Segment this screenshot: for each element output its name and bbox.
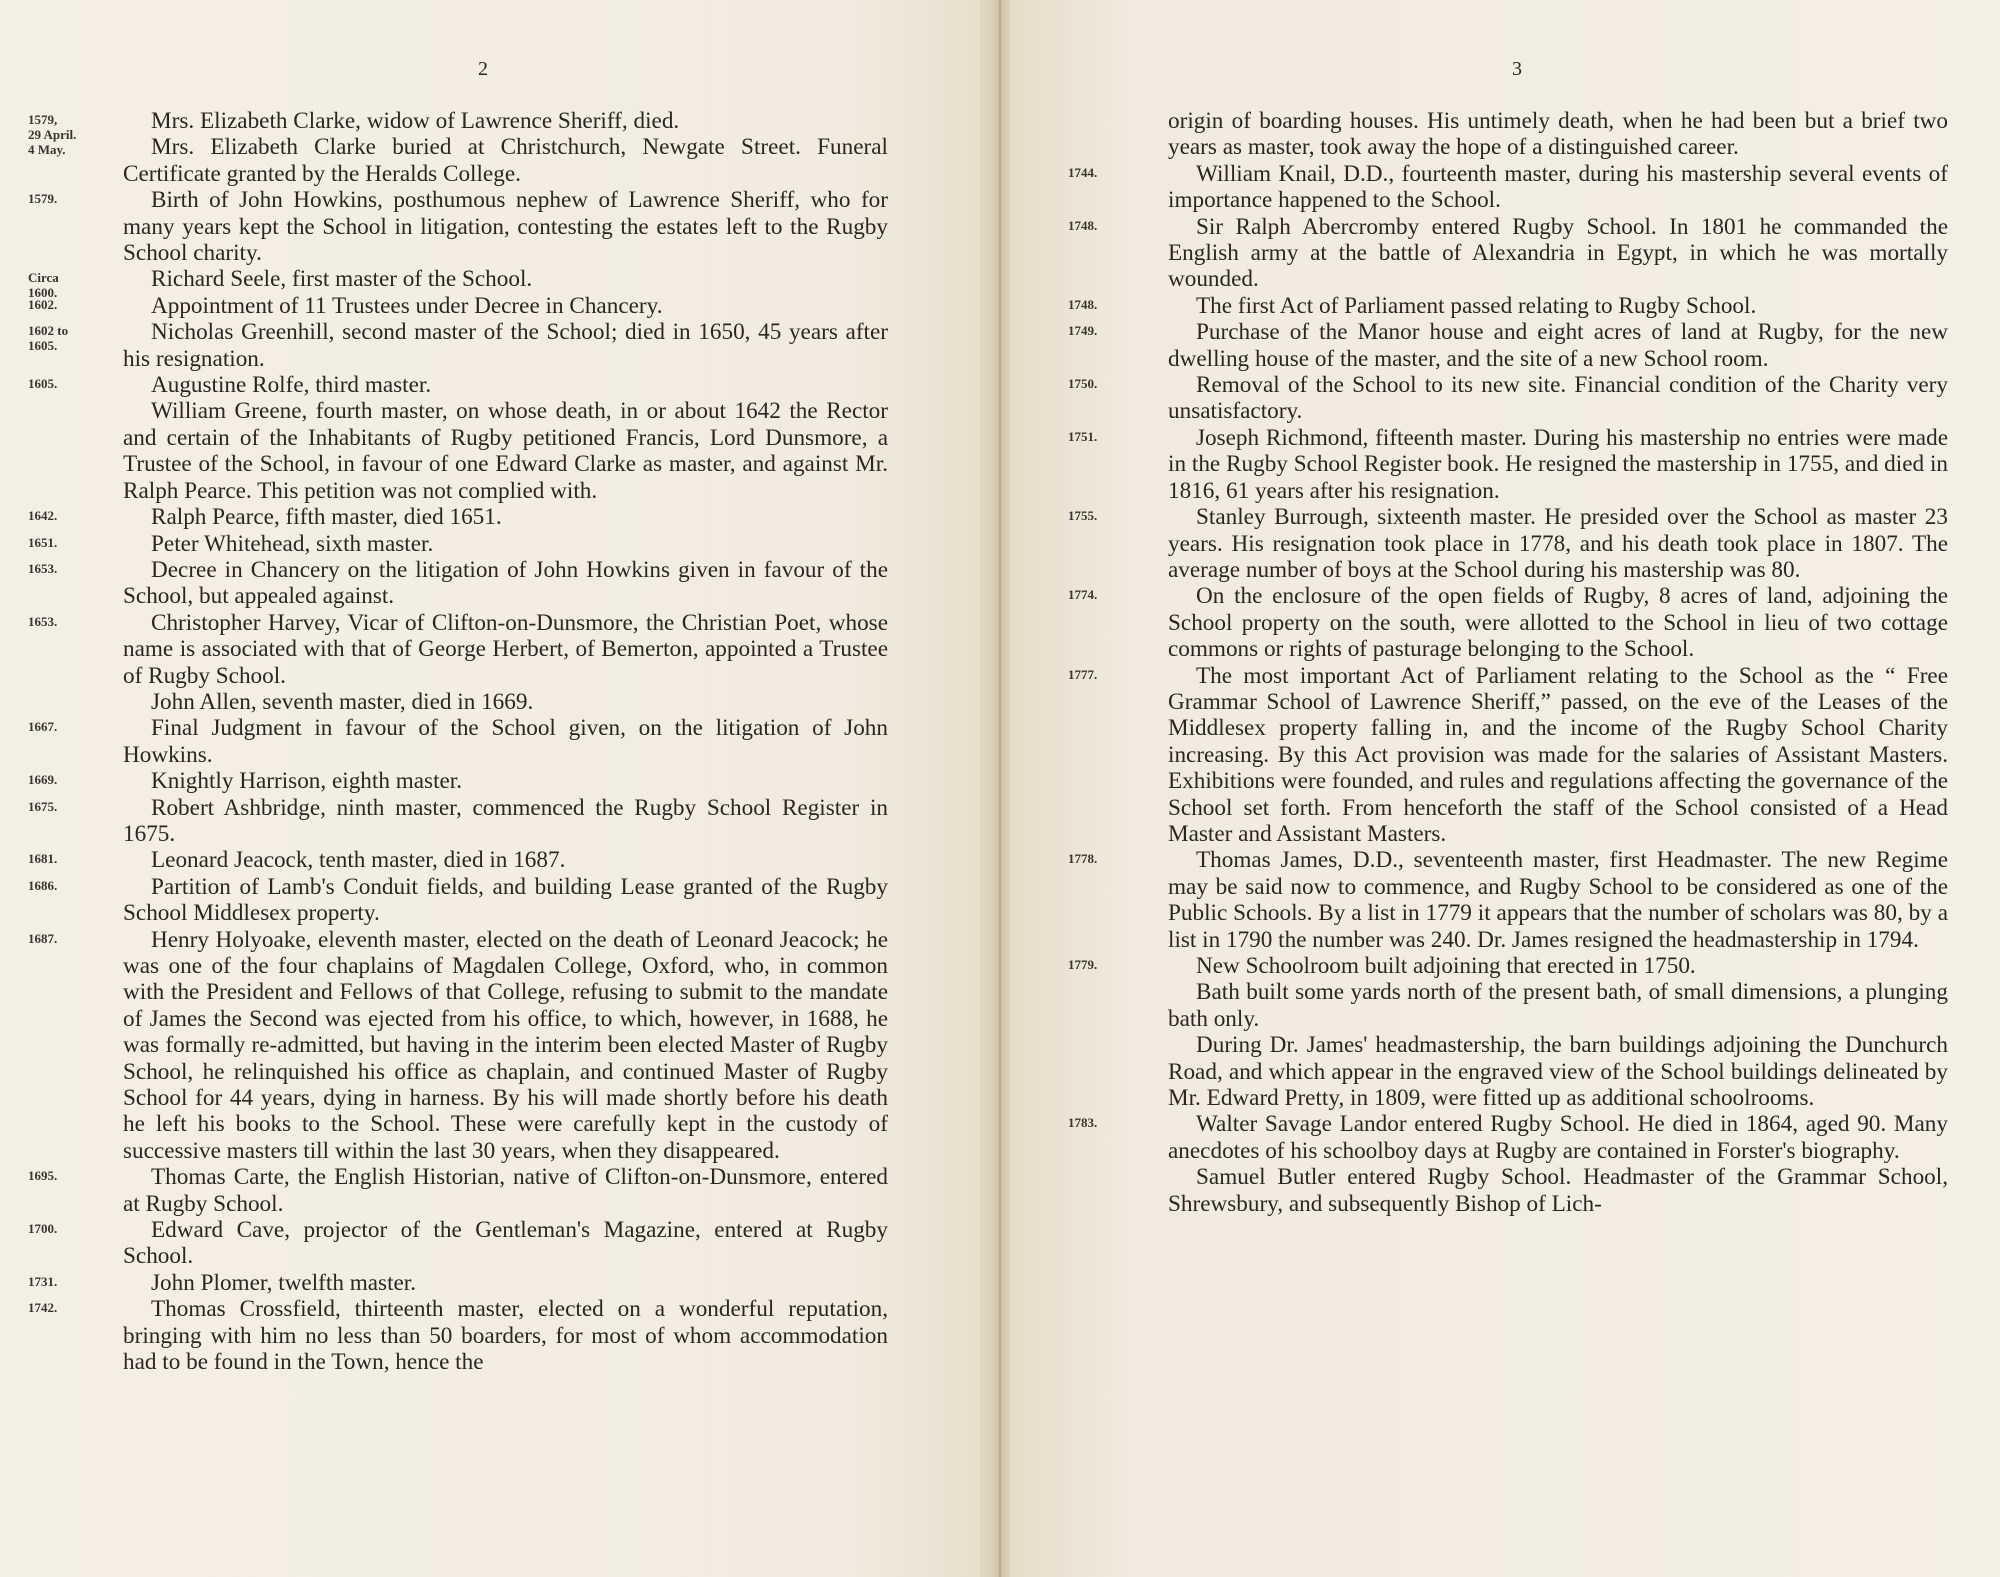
timeline-entry — [1068, 319, 1948, 372]
entry-date: 1642. — [28, 508, 58, 524]
timeline-entry — [28, 689, 888, 715]
entry-text: Decree in Chancery on the litigation of John Howkins given in favour of the School, but appealed against. — [123, 556, 888, 610]
timeline-entry — [28, 398, 888, 504]
entry-date: 1731. — [28, 1273, 58, 1289]
entry-date: 1681. — [28, 851, 58, 867]
timeline-entry — [28, 847, 888, 873]
entry-date: 1778. — [1068, 851, 1098, 867]
entry-text: Walter Savage Landor entered Rugby School. He died in 1864, aged 90. Many anecdotes of his schoolboy days at Rugby are contained in Forster's biography. — [1168, 1111, 1948, 1164]
timeline-entry — [1068, 847, 1948, 953]
entry-date: 1653. — [28, 560, 58, 576]
binding-thread — [999, 0, 1001, 1577]
entry-text: Thomas James, D.D., seventeenth master, first Headmaster. The new Regime may be said now to commence, and Rugby School to be considered as one of the Public Schools. By a list in 1779 it appears that the number of scholars was 80, by a list in 1790 the number was 240. Dr. James resigned the headmastership in 1794. — [1168, 847, 1948, 953]
timeline-entry — [1068, 583, 1948, 662]
entry-text: Final Judgment in favour of the School given, on the litigation of John Howkins. — [123, 715, 888, 768]
entry-text: Henry Holyoake, eleventh master, elected on the death of Leonard Jeacock; he was one of the four chaplains of Magdalen College, Oxford, who, in common with the President and Fellows of that College, refusing to submit to the mandate of James the Second was ejected from his office, to which, however, in 1688, he was formally re-admitted, but having in the interim been elected Master of Rugby School, he relinquished his office as chaplain, and continued Master of Rugby School for 44 years, dying in harness. By his will made shortly before his death he left his books to the School. These were carefully kept in the custody of successive masters till within the last 30 years, when they disappeared. — [123, 926, 888, 1164]
entry-date: 1686. — [28, 877, 58, 893]
timeline-entry — [28, 1296, 888, 1375]
entry-date: 1579. — [28, 191, 58, 207]
entry-text: Knightly Harrison, eighth master. — [151, 768, 463, 795]
entry-date: 1777. — [1068, 666, 1098, 682]
entry-text: Edward Cave, projector of the Gentleman's Magazine, entered at Rugby School. — [123, 1217, 888, 1270]
left-page — [0, 0, 990, 1577]
entry-date: 1748. — [1068, 296, 1098, 312]
entry-text: Samuel Butler entered Rugby School. Headmaster of the Grammar School, Shrewsbury, and subsequently Bishop of Lich- — [1168, 1164, 1948, 1217]
entry-date: 1651. — [28, 534, 58, 550]
entry-text: Richard Seele, first master of the School. — [151, 266, 533, 293]
timeline-entry — [28, 610, 888, 689]
entry-date: 1749. — [1068, 323, 1098, 339]
entry-date: 1774. — [1068, 587, 1098, 603]
timeline-entry — [1068, 1164, 1948, 1217]
timeline-entry — [28, 927, 888, 1165]
entry-text: Thomas Crossfield, thirteenth master, elected on a wonderful reputation, bringing with him no less than 50 boarders, for most of whom accommodation had to be found in the Town, hence the — [123, 1296, 888, 1376]
entry-date: 1579, 29 April. 4 May. — [28, 112, 77, 157]
timeline-entry — [28, 557, 888, 610]
entry-date: 1748. — [1068, 217, 1098, 233]
timeline-entry — [28, 795, 888, 848]
entry-text: John Allen, seventh master, died in 1669. — [151, 688, 534, 715]
entry-date: 1653. — [28, 613, 58, 629]
entry-text: Birth of John Howkins, posthumous nephew of Lawrence Sheriff, who for many years kept the School in litigation, contesting the estates left to the Rugby School charity. — [123, 187, 888, 267]
timeline-entry — [1068, 1111, 1948, 1164]
entry-text: Mrs. Elizabeth Clarke buried at Christchurch, Newgate Street. Funeral Certificate granted by the Heralds College. — [123, 134, 888, 187]
timeline-entry — [28, 715, 888, 768]
entry-date: 1779. — [1068, 957, 1098, 972]
entry-date: 1744. — [1068, 164, 1098, 180]
entry-date: 1751. — [1068, 428, 1098, 444]
entry-text: Leonard Jeacock, tenth master, died in 1687. — [151, 847, 566, 874]
entry-text: On the enclosure of the open fields of Rugby, 8 acres of land, adjoining the School property on the south, were allotted to the School in lieu of two cottage commons or rights of pasturage belonging to the School. — [1168, 583, 1948, 663]
timeline-entry — [1068, 663, 1948, 848]
timeline-entry — [1068, 372, 1948, 425]
entry-date: 1700. — [28, 1221, 58, 1237]
entry-date: 1742. — [28, 1300, 58, 1316]
timeline-entry — [28, 874, 888, 927]
right-page — [1010, 0, 2000, 1577]
entry-list-right — [1068, 108, 1948, 1217]
timeline-entry — [28, 293, 888, 319]
entry-date: 1602 to 1605. — [28, 323, 69, 354]
entry-text: William Knail, D.D., fourteenth master, during his mastership several events of importance happened to the School. — [1168, 160, 1948, 214]
timeline-entry — [1068, 979, 1948, 1032]
timeline-entry — [28, 372, 888, 398]
timeline-entry — [28, 1270, 888, 1296]
entry-text: William Greene, fourth master, on whose death, in or about 1642 the Rector and certain of the Inhabitants of Rugby petitioned Francis, Lord Dunsmore, a Trustee of the School, in favour of one Edward Clarke as master, and against Mr. Ralph Pearce. This petition was not complied with. — [123, 398, 888, 504]
timeline-entry — [28, 504, 888, 530]
entry-list-left — [28, 108, 888, 1376]
entry-text: John Plomer, twelfth master. — [151, 1269, 417, 1296]
entry-date: 1602. — [28, 296, 58, 312]
entry-text: During Dr. James' headmastership, the barn buildings adjoining the Dunchurch Road, and which appear in the engraved view of the School buildings delineated by Mr. Edward Pretty, in 1809, were fitted up as additional schoolrooms. — [1168, 1032, 1948, 1112]
entry-text: origin of boarding houses. His untimely death, when he had been but a brief two years as master, took away the hope of a distinguished career. — [1168, 108, 1948, 161]
entry-text: Appointment of 11 Trustees under Decree in Chancery. — [151, 292, 663, 319]
timeline-entry — [28, 1164, 888, 1217]
entry-date: 1755. — [1068, 508, 1098, 524]
entry-date: 1695. — [28, 1168, 58, 1184]
entry-text: Thomas Carte, the English Historian, native of Clifton-on-Dunsmore, entered at Rugby School. — [123, 1164, 888, 1217]
entry-date: 1783. — [1068, 1115, 1098, 1131]
entry-text: Bath built some yards north of the present bath, of small dimensions, a plunging bath only. — [1168, 979, 1948, 1032]
timeline-entry — [28, 1217, 888, 1270]
entry-date: 1675. — [28, 798, 58, 814]
entry-text: Christopher Harvey, Vicar of Clifton-on-Dunsmore, the Christian Poet, whose name is associated with that of George Herbert, of Bemerton, appointed a Trustee of Rugby School. — [123, 609, 888, 689]
entry-text: Joseph Richmond, fifteenth master. During his mastership no entries were made in the Rugby School Register book. He resigned the mastership in 1755, and died in 1816, 61 years after his resignation. — [1168, 424, 1948, 504]
timeline-entry — [1068, 953, 1948, 979]
timeline-entry — [1068, 1032, 1948, 1111]
entry-date: Circa 1600. — [28, 270, 59, 301]
entry-text: Partition of Lamb's Conduit fields, and building Lease granted of the Rugby School Middlesex property. — [123, 873, 888, 927]
timeline-entry — [1068, 161, 1948, 214]
entry-text: Purchase of the Manor house and eight acres of land at Rugby, for the new dwelling house of the master, and the site of a new School room. — [1168, 319, 1948, 372]
entry-text: Sir Ralph Abercromby entered Rugby School. In 1801 he commanded the English army at the battle of Alexandria in Egypt, in which he was mortally wounded. — [1168, 213, 1948, 293]
timeline-entry — [1068, 108, 1948, 161]
timeline-entry — [28, 319, 888, 372]
timeline-entry — [28, 531, 888, 557]
timeline-entry — [1068, 425, 1948, 504]
entry-date: 1687. — [28, 930, 58, 946]
entry-text: Stanley Burrough, sixteenth master. He presided over the School as master 23 years. His resignation took place in 1778, and his death took place in 1807. The average number of boys at the School during his mastership was 80. — [1168, 504, 1948, 583]
entry-text: Peter Whitehead, sixth master. — [151, 530, 434, 557]
timeline-entry — [28, 134, 888, 187]
timeline-entry — [28, 187, 888, 266]
entry-text: The first Act of Parliament passed relating to Rugby School. — [1196, 292, 1757, 319]
timeline-entry — [28, 108, 888, 157]
entry-text: Augustine Rolfe, third master. — [151, 372, 432, 399]
timeline-entry — [1068, 214, 1948, 293]
page-number-left: 2 — [478, 58, 488, 80]
entry-text: The most important Act of Parliament relating to the School as the “ Free Grammar School of Lawrence Sheriff,” passed, on the eve of the Leases of the Middlesex property falling in, and the income of the Rugby School Charity increasing. By this Act provision was made for the salaries of Assistant Masters. Exhibitions were founded, and rules and regulations affecting the governance of the School set forth. From henceforth the staff of the School consisted of a Head Master and Assistant Masters. — [1168, 662, 1948, 847]
timeline-entry — [28, 768, 888, 794]
entry-text: Ralph Pearce, fifth master, died 1651. — [151, 504, 502, 531]
page-number-right: 3 — [1512, 58, 1522, 80]
entry-date: 1667. — [28, 719, 58, 735]
entry-text: Nicholas Greenhill, second master of the School; died in 1650, 45 years after his resignation. — [123, 319, 888, 372]
entry-text: Robert Ashbridge, ninth master, commenced the Rugby School Register in 1675. — [123, 794, 888, 847]
entry-text: New Schoolroom built adjoining that erected in 1750. — [1196, 953, 1696, 979]
entry-date: 1669. — [28, 772, 58, 788]
entry-date: 1605. — [28, 376, 58, 392]
entry-text: Mrs. Elizabeth Clarke, widow of Lawrence Sheriff, died. — [151, 108, 680, 134]
entry-text: Removal of the School to its new site. Financial condition of the Charity very unsatisfactory. — [1168, 372, 1948, 425]
timeline-entry — [1068, 293, 1948, 319]
timeline-entry — [1068, 504, 1948, 583]
entry-date: 1750. — [1068, 376, 1098, 392]
timeline-entry — [28, 266, 888, 301]
